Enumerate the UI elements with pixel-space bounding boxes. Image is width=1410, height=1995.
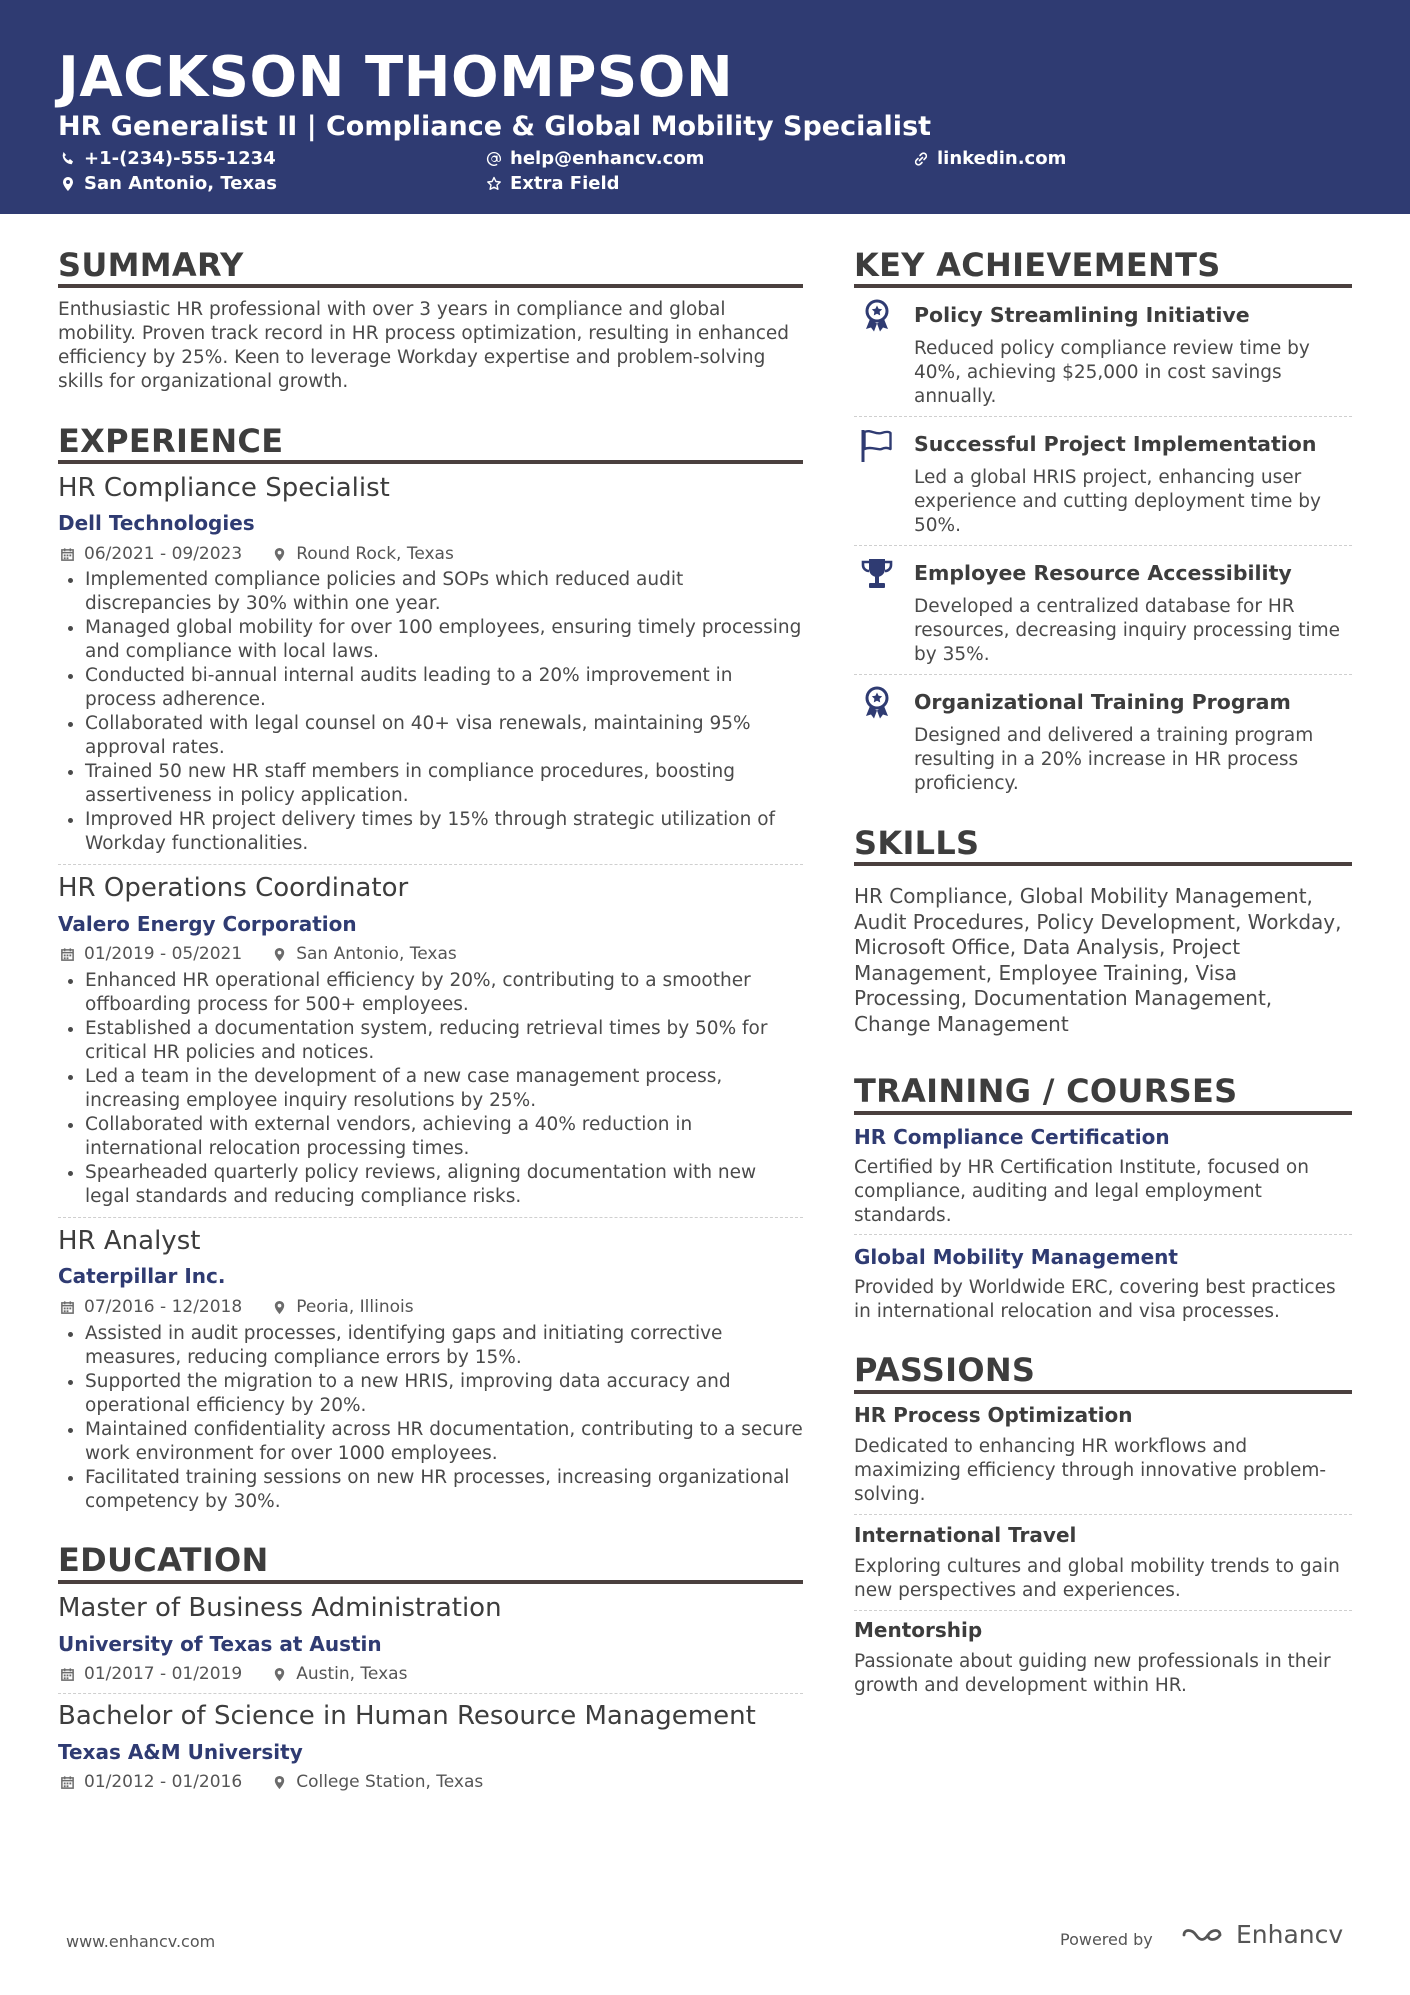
list-item: • Trained 50 new HR staff members in compliance procedures, boosting assertiveness in policy application. [85, 760, 805, 808]
job-dates: 07/2016 - 12/2018 [84, 1297, 243, 1317]
location-pin-icon [272, 947, 287, 962]
calendar-icon [60, 1300, 75, 1315]
location-pin-icon [60, 176, 76, 192]
achievement-text: Designed and delivered a training program resulting in a 20% increase in HR process proficiency. [914, 725, 1314, 794]
school-name: Texas A&M University [58, 1740, 303, 1764]
passion-title: HR Process Optimization [854, 1403, 1133, 1427]
job-location: Peoria, Illinois [296, 1297, 414, 1317]
job-title: HR Operations Coordinator [58, 873, 409, 903]
passion-text: Dedicated to enhancing HR workflows and maximizing efficiency through innovative problem-solving. [854, 1436, 1327, 1505]
enhancv-logo-icon [1180, 1921, 1228, 1949]
job-title: HR Analyst [58, 1226, 201, 1256]
section-divider [854, 1390, 1352, 1394]
calendar-icon [60, 947, 75, 962]
passion-text: Exploring cultures and global mobility trends to gain new perspectives and experiences. [854, 1556, 1340, 1601]
achievement-title: Organizational Training Program [914, 690, 1291, 714]
email-text[interactable]: help@enhancv.com [510, 148, 705, 169]
item-divider [58, 1693, 803, 1694]
section-divider [854, 1111, 1352, 1115]
achievements-heading: KEY ACHIEVEMENTS [854, 246, 1221, 284]
skills-text: HR Compliance, Global Mobility Management, Audit Procedures, Policy Development, Workday, Microsoft Office, Data Analysis, Project Management, Employee Training, Visa Processing, Documentation Management, Change Management [854, 884, 1342, 1036]
item-divider [58, 1217, 803, 1218]
achievement-text: Developed a centralized database for HR resources, decreasing inquiry processing time by 35%. [914, 596, 1341, 665]
degree-title: Bachelor of Science in Human Resource Management [58, 1701, 756, 1731]
list-item: • Facilitated training sessions on new HR processes, increasing organizational competency by 30%. [85, 1466, 805, 1514]
location-pin-icon [272, 547, 287, 562]
achievement-title: Employee Resource Accessibility [914, 561, 1292, 585]
achievement-text: Reduced policy compliance review time by 40%, achieving $25,000 in cost savings annually. [914, 338, 1310, 407]
passions-heading: PASSIONS [854, 1351, 1036, 1389]
job-meta [60, 943, 457, 965]
location-text: San Antonio, Texas [84, 173, 277, 194]
passion-title: Mentorship [854, 1618, 983, 1642]
company-name: Dell Technologies [58, 511, 255, 535]
at-icon [486, 151, 502, 167]
education-heading: EDUCATION [58, 1541, 269, 1579]
job-bullets [58, 568, 805, 856]
achievement-text: Led a global HRIS project, enhancing user experience and cutting deployment time by 50%. [914, 467, 1321, 536]
experience-heading: EXPERIENCE [58, 422, 284, 460]
list-item: • Managed global mobility for over 100 employees, ensuring timely processing and compliance with local laws. [85, 616, 805, 664]
section-divider [58, 1580, 803, 1584]
summary-text: Enthusiastic HR professional with over 3 years in compliance and global mobility. Proven track record in HR process optimization, resulting in enhanced efficiency by 25%. Keen to leverage Workday expertise and problem-solving skills for organizational growth. [58, 299, 790, 392]
course-text: Provided by Worldwide ERC, covering best practices in international relocation and visa processes. [854, 1277, 1336, 1322]
item-divider [854, 674, 1352, 675]
calendar-icon [60, 1775, 75, 1790]
list-item: • Supported the migration to a new HRIS, improving data accuracy and operational efficiency by 20%. [85, 1370, 805, 1418]
section-divider [854, 862, 1352, 866]
course-text: Certified by HR Certification Institute, focused on compliance, auditing and legal employment standards. [854, 1157, 1309, 1226]
calendar-icon [60, 547, 75, 562]
job-dates: 01/2019 - 05/2021 [84, 944, 243, 964]
enhancv-logo-text: Enhancv [1236, 1920, 1344, 1949]
skills-heading: SKILLS [854, 824, 980, 862]
location-pin-icon [272, 1667, 287, 1682]
list-item: • Established a documentation system, reducing retrieval times by 50% for critical HR policies and notices. [85, 1017, 805, 1065]
summary-heading: SUMMARY [58, 246, 244, 284]
resume-header [0, 0, 1410, 214]
contact-location [60, 172, 277, 196]
contact-linkedin [913, 147, 1066, 171]
list-item: • Implemented compliance policies and SOPs which reduced audit discrepancies by 30% within one year. [85, 568, 805, 616]
location-pin-icon [272, 1775, 287, 1790]
job-dates: 06/2021 - 09/2023 [84, 544, 243, 564]
course-title: HR Compliance Certification [854, 1125, 1170, 1149]
list-item: • Spearheaded quarterly policy reviews, aligning documentation with new legal standards and reducing compliance risks. [85, 1161, 805, 1209]
list-item: • Maintained confidentiality across HR documentation, contributing to a secure work environment for over 1000 employees. [85, 1418, 805, 1466]
list-item: • Collaborated with legal counsel on 40+ visa renewals, maintaining 95% approval rates. [85, 712, 805, 760]
company-name: Valero Energy Corporation [58, 912, 357, 936]
trophy-icon [860, 556, 894, 594]
link-icon [913, 151, 929, 167]
list-item: • Assisted in audit processes, identifying gaps and initiating corrective measures, reducing compliance errors by 15%. [85, 1322, 805, 1370]
job-location: San Antonio, Texas [296, 944, 457, 964]
achievement-title: Policy Streamlining Initiative [914, 303, 1250, 327]
phone-text[interactable]: +1-(234)-555-1234 [84, 148, 276, 169]
school-name: University of Texas at Austin [58, 1632, 382, 1656]
extra-text: Extra Field [510, 173, 620, 194]
job-bullets [58, 1322, 805, 1514]
award-ribbon-icon [860, 685, 894, 723]
section-divider [854, 284, 1352, 288]
list-item: • Enhanced HR operational efficiency by 20%, contributing to a smoother offboarding process for 500+ employees. [85, 969, 805, 1017]
course-title: Global Mobility Management [854, 1245, 1178, 1269]
job-bullets [58, 969, 805, 1209]
passion-text: Passionate about guiding new professionals in their growth and development within HR. [854, 1651, 1331, 1696]
list-item: • Conducted bi-annual internal audits leading to a 20% improvement in process adherence. [85, 664, 805, 712]
enhancv-logo[interactable] [1180, 1920, 1343, 1949]
training-heading: TRAINING / COURSES [854, 1072, 1238, 1110]
company-name: Caterpillar Inc. [58, 1264, 226, 1288]
job-title: HR Compliance Specialist [58, 473, 390, 503]
contact-extra [486, 172, 620, 196]
section-divider [58, 284, 803, 288]
degree-title: Master of Business Administration [58, 1593, 502, 1623]
list-item: • Led a team in the development of a new case management process, increasing employee inquiry resolutions by 25%. [85, 1065, 805, 1113]
item-divider [58, 864, 803, 865]
education-dates: 01/2017 - 01/2019 [84, 1664, 243, 1684]
education-location: Austin, Texas [296, 1664, 408, 1684]
phone-icon [60, 151, 76, 167]
item-divider [854, 545, 1352, 546]
item-divider [854, 1610, 1352, 1611]
list-item: • Improved HR project delivery times by 15% through strategic utilization of Workday functionalities. [85, 808, 805, 856]
footer-url[interactable]: www.enhancv.com [66, 1932, 216, 1951]
education-location: College Station, Texas [296, 1772, 484, 1792]
flag-icon [860, 427, 894, 465]
item-divider [854, 416, 1352, 417]
education-meta [60, 1663, 407, 1685]
achievement-title: Successful Project Implementation [914, 432, 1317, 456]
section-divider [58, 460, 803, 464]
job-meta [60, 1296, 414, 1318]
list-item: • Collaborated with external vendors, achieving a 40% reduction in international relocation processing times. [85, 1113, 805, 1161]
linkedin-text[interactable]: linkedin.com [937, 148, 1067, 169]
candidate-name: JACKSON THOMPSON [58, 45, 734, 110]
calendar-icon [60, 1667, 75, 1682]
location-pin-icon [272, 1300, 287, 1315]
powered-by-text: Powered by [1060, 1930, 1153, 1949]
star-icon [486, 176, 502, 192]
education-dates: 01/2012 - 01/2016 [84, 1772, 243, 1792]
award-ribbon-icon [860, 298, 894, 336]
item-divider [854, 1514, 1352, 1515]
contact-phone [60, 147, 276, 171]
contact-email [486, 147, 704, 171]
item-divider [854, 1234, 1352, 1235]
passion-title: International Travel [854, 1523, 1077, 1547]
job-location: Round Rock, Texas [296, 544, 454, 564]
candidate-title: HR Generalist II | Compliance & Global Mobility Specialist [58, 111, 932, 142]
education-meta [60, 1771, 483, 1793]
job-meta [60, 543, 454, 565]
